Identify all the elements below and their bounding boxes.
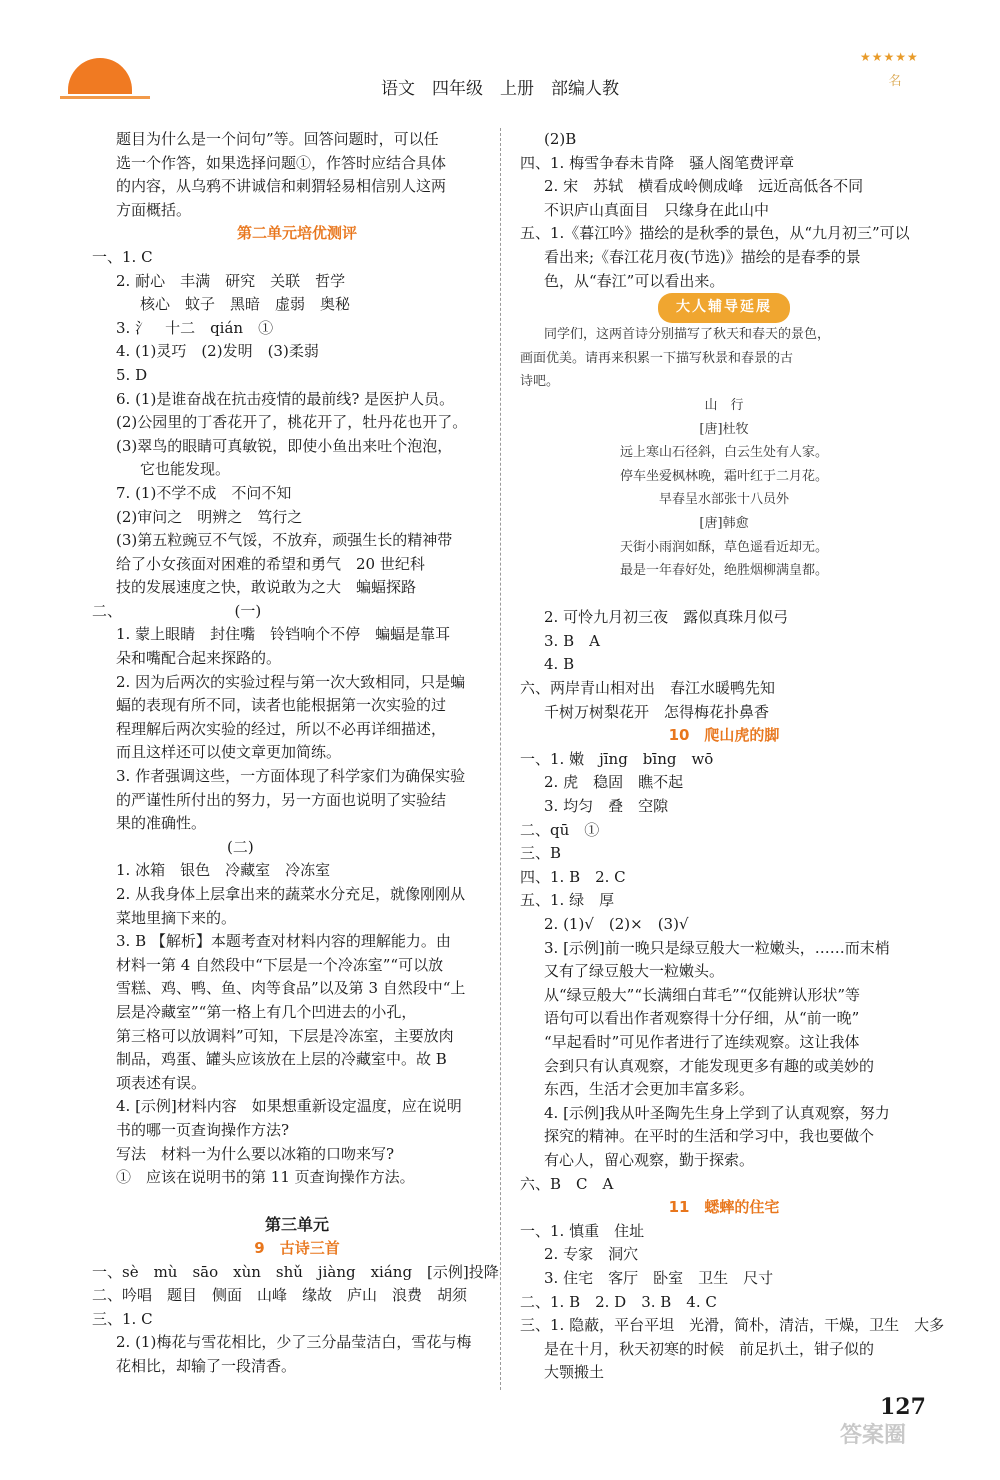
right-line: 11 蟋蟀的住宅 [668, 1198, 780, 1217]
left-line: 3. B 【解析】本题考查对材料内容的理解能力。由 [116, 932, 451, 951]
left-line: 选一个作答，如果选择问题①，作答时应结合具体 [116, 153, 447, 172]
brand-badge-icon: 名 [888, 74, 902, 89]
right-line: 不识庐山真面目 只缘身在此山中 [544, 200, 770, 219]
right-line: 最是一年春好处，绝胜烟柳满皇都。 [619, 563, 828, 579]
left-line: (3)第五粒豌豆不气馁，不放弃，顽强生长的精神带 [116, 531, 453, 550]
right-line: 2. (1)√ (2)× (3)√ [544, 915, 689, 933]
right-line: 停车坐爱枫林晚，霜叶红于二月花。 [619, 468, 828, 484]
parent-guide-banner: 大人辅导延展 [658, 293, 790, 323]
right-line: 3. [示例]前一晚只是绿豆般大一粒嫩头，……而末梢 [544, 938, 890, 957]
right-line: 同学们，这两首诗分别描写了秋天和春天的景色， [544, 327, 831, 343]
left-line: 的严谨性所付出的努力，另一方面也说明了实验结 [116, 790, 447, 809]
right-line: 3. 住宅 客厅 卧室 卫生 尺寸 [544, 1268, 774, 1287]
right-line: 3. 均匀 叠 空隙 [544, 797, 669, 816]
left-line: 果的准确性。 [116, 814, 207, 833]
right-line: 有心人，留心观察，勤于探索。 [544, 1150, 755, 1169]
left-line: 二、吟唱 题目 侧面 山峰 缘故 庐山 浪费 胡须 [92, 1286, 468, 1305]
right-line: 语句可以看出作者观察得十分仔细，从“前一晚” [544, 1009, 860, 1028]
left-line: 的内容，从乌鸦不讲诚信和刺猬轻易相信别人这两 [116, 177, 447, 196]
right-line: 4. [示例]我从叶圣陶先生身上学到了认真观察，努力 [544, 1103, 890, 1122]
left-line: 层是冷藏室”“第一格上有几个凹进去的小孔， [116, 1002, 417, 1021]
right-line: 三、1. 隐蔽，平台平坦 光滑，简朴，清洁，干燥，卫生 大多 [520, 1316, 945, 1335]
left-line: 4. (1)灵巧 (2)发明 (3)柔弱 [116, 342, 319, 361]
left-line: (2)公园里的丁香花开了，桃花开了，牡丹花也开了。 [116, 413, 468, 432]
left-line [92, 1190, 502, 1214]
left-line: 花相比，却输了一段清香。 [116, 1356, 297, 1375]
right-line: [唐]韩愈 [699, 515, 749, 531]
left-line: ① 应该在说明书的第 11 页查询操作方法。 [116, 1168, 415, 1187]
left-line: 2. (1)梅花与雪花相比，少了三分晶莹洁白，雪花与梅 [116, 1333, 472, 1352]
left-line: 题目为什么是一个问句”等。回答问题时，可以任 [116, 130, 439, 148]
left-line: 而且这样还可以使文章更加简练。 [116, 743, 342, 762]
left-line: 3. 作者强调这些，一方面体现了科学家们为确保实验 [116, 767, 466, 786]
left-line: 方面概括。 [116, 200, 192, 219]
right-line: 会到只有认真观察，才能发现更多有趣的或美妙的 [544, 1056, 875, 1075]
left-line: 一、sè mù sāo xùn shǔ jiàng xiáng [示例]投降 [92, 1262, 499, 1281]
left-line: 二、 (一) [92, 601, 262, 620]
left-line: 第二单元培优测评 [236, 224, 357, 243]
right-line: 远上寒山石径斜，白云生处有人家。 [619, 445, 828, 461]
left-line: 蝠的表现有所不同，读者也能根据第一次实验的过 [116, 696, 447, 715]
left-line: 第三格可以放调料”可知，下层是冷冻室，主要放肉 [116, 1026, 454, 1045]
left-line: 项表述有误。 [116, 1073, 207, 1092]
page-header [0, 0, 1000, 118]
right-line: 大颚搬土 [544, 1363, 605, 1382]
left-line: 一、1. C [92, 247, 153, 266]
right-line: 诗吧。 [520, 374, 560, 390]
right-line: [唐]杜牧 [699, 421, 749, 437]
header-title: 语文 四年级 上册 部编人教 [381, 79, 619, 99]
left-line: 雪糕、鸡、鸭、鱼、肉等食品”以及第 3 自然段中“上 [116, 979, 466, 998]
page-number: 127 [880, 1394, 926, 1420]
left-line: (2)审问之 明辨之 笃行之 [116, 507, 303, 526]
right-line: 四、1. 梅雪争春未肯降 骚人阁笔费评章 [520, 153, 795, 172]
left-line: 2. 因为后两次的实验过程与第一次大致相同，只是蝙 [116, 672, 466, 691]
right-line: 又有了绿豆般大一粒嫩头。 [544, 962, 725, 981]
star-rating-icon: ★★★★★ [860, 50, 919, 64]
left-line: 技的发展速度之快，敢说敢为之大 蝙蝠探路 [116, 578, 417, 597]
right-line: 10 爬山虎的脚 [668, 726, 780, 745]
right-line: 六、B C A [520, 1174, 614, 1193]
right-line: 天街小雨润如酥，草色遥看近却无。 [619, 539, 828, 555]
left-line: 3. 氵 十二 qián ① [116, 318, 274, 337]
left-column [92, 128, 502, 1378]
left-line: 2. 从我身体上层拿出来的蔬菜水分充足，就像刚刚从 [116, 885, 466, 903]
left-line: 菜地里摘下来的。 [116, 908, 237, 927]
right-line: 东西，生活才会更加丰富多彩。 [544, 1080, 755, 1099]
right-line: 早春呈水部张十八员外 [658, 492, 789, 508]
left-line: 书的哪一页查询操作方法? [116, 1120, 290, 1139]
right-line: 色，从“春江”可以看出来。 [544, 271, 725, 290]
right-line: 千树万树梨花开 怎得梅花扑鼻香 [544, 702, 770, 721]
right-line: 二、1. B 2. D 3. B 4. C [520, 1292, 717, 1311]
right-line: 一、1. 慎重 住址 [520, 1221, 645, 1240]
right-line: 六、两岸青山相对出 春江水暖鸭先知 [520, 679, 776, 698]
right-line: (2)B [544, 130, 577, 148]
left-line: 核心 蚊子 黑暗 虚弱 奥秘 [140, 295, 351, 314]
right-line: 看出来;《春江花月夜(节选)》描绘的是春季的景 [544, 247, 861, 266]
left-line: 给了小女孩面对困难的希望和勇气 20 世纪科 [116, 554, 425, 573]
right-line: 二、qū ① [520, 820, 600, 839]
left-line: 它也能发现。 [140, 460, 231, 479]
right-line: 画面优美。请再来积累一下描写秋景和春景的古 [520, 350, 794, 366]
left-line: 材料一第 4 自然段中“下层是一个冷冻室”“可以放 [116, 955, 444, 974]
watermark: 答案圈 [840, 1423, 907, 1448]
right-line: 2. 专家 洞穴 [544, 1245, 639, 1264]
right-line: 三、B [520, 844, 562, 863]
right-line: 2. 宋 苏轼 横看成岭侧成峰 远近高低各不同 [544, 177, 864, 196]
right-line: 3. B A [544, 631, 600, 650]
right-line: 一、1. 嫩 jīng bīng wō [520, 749, 714, 768]
right-line: 2. 可怜九月初三夜 露似真珠月似弓 [544, 608, 789, 627]
right-column [520, 128, 945, 1385]
left-line: 7. (1)不学不成 不问不知 [116, 483, 292, 502]
left-line: 写法 材料一为什么要以冰箱的口吻来写? [116, 1144, 395, 1163]
right-line [520, 583, 928, 607]
right-line: “早起看时”可见作者进行了连续观察。这让我体 [544, 1032, 860, 1051]
right-line: 山 行 [704, 397, 744, 413]
left-line: 朵和嘴配合起来探路的。 [116, 649, 282, 668]
left-line: 制品，鸡蛋、罐头应该放在上层的冷藏室中。故 B [116, 1050, 447, 1069]
left-line: (二) [92, 837, 254, 856]
right-line: 探究的精神。在平时的生活和学习中，我也要做个 [544, 1127, 875, 1146]
left-line: 6. (1)是谁奋战在抗击疫情的最前线? 是医护人员。 [116, 389, 455, 408]
right-line: 是在十月，秋天初寒的时候 前足扒土，钳子似的 [544, 1339, 875, 1358]
right-line: 4. B [544, 655, 575, 674]
left-line: 第三单元 [264, 1215, 329, 1235]
left-line: 1. 蒙上眼睛 封住嘴 铃铛响个不停 蝙蝠是靠耳 [116, 625, 451, 644]
left-line: 4. [示例]材料内容 如果想重新设定温度，应在说明 [116, 1097, 462, 1116]
right-line: 五、1. 绿 厚 [520, 891, 615, 910]
right-line [520, 293, 928, 323]
left-line: 1. 冰箱 银色 冷藏室 冷冻室 [116, 861, 331, 880]
right-line: 四、1. B 2. C [520, 867, 626, 886]
right-line: 五、1.《暮江吟》描绘的是秋季的景色，从“九月初三”可以 [520, 224, 910, 243]
left-line: 2. 耐心 丰满 研究 关联 哲学 [116, 271, 346, 290]
right-line: 从“绿豆般大”“长满细白茸毛”“仅能辨认形状”等 [544, 985, 861, 1004]
left-line: 三、1. C [92, 1309, 153, 1328]
left-line: 9 古诗三首 [254, 1238, 340, 1257]
left-line: 程理解后两次实验的经过，所以不必再详细描述， [116, 719, 447, 738]
right-line: 2. 虎 稳固 瞧不起 [544, 773, 684, 792]
left-line: 5. D [116, 365, 148, 384]
left-line: (3)翠鸟的眼睛可真敏锐，即使小鱼出来吐个泡泡， [116, 436, 453, 455]
